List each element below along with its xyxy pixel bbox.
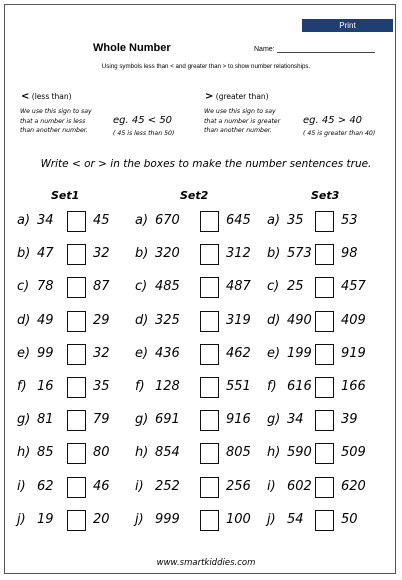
answer-box[interactable]	[200, 344, 219, 365]
question-row	[17, 211, 132, 233]
worksheet	[4, 4, 396, 574]
less-than-heading	[21, 91, 72, 102]
first-number: 49	[37, 312, 54, 328]
answer-box[interactable]	[200, 244, 219, 265]
first-number: 16	[37, 379, 54, 394]
answer-box[interactable]	[315, 510, 334, 531]
name-label: Name:	[254, 46, 275, 53]
question-row	[17, 244, 132, 266]
first-number: 616	[287, 379, 312, 394]
answer-box[interactable]	[200, 377, 219, 398]
second-number: 50	[341, 511, 358, 527]
question-row	[17, 277, 132, 299]
second-number: 551	[226, 379, 251, 394]
first-number: 854	[155, 445, 180, 461]
second-number: 409	[341, 312, 366, 328]
question-row	[17, 410, 132, 432]
first-number: 81	[37, 412, 54, 428]
second-number: 805	[226, 445, 251, 461]
question-label: h)	[267, 445, 281, 461]
instruction-text: Using symbols less than < and greater than > to show number relationships.	[101, 63, 311, 70]
question-label: d)	[17, 312, 31, 328]
first-number: 128	[155, 379, 180, 394]
answer-box[interactable]	[67, 344, 86, 365]
question-label: j)	[267, 511, 276, 527]
first-number: 78	[37, 279, 54, 295]
answer-box[interactable]	[315, 443, 334, 464]
first-number: 590	[287, 445, 312, 461]
second-number: 509	[341, 445, 366, 461]
question-label: j)	[17, 511, 26, 527]
first-number: 47	[37, 246, 54, 262]
question-row	[135, 211, 250, 233]
question-label: e)	[17, 345, 31, 361]
second-number: 53	[341, 213, 358, 228]
answer-box[interactable]	[67, 410, 86, 431]
question-label: d)	[267, 312, 281, 328]
less-than-label: (less than)	[31, 92, 72, 101]
first-number: 35	[287, 213, 304, 228]
footer-website: www.smartkiddies.com	[156, 558, 256, 568]
second-number: 645	[226, 213, 251, 228]
answer-box[interactable]	[200, 277, 219, 298]
second-number: 462	[226, 345, 251, 361]
first-number: 999	[155, 511, 180, 527]
question-row	[267, 477, 382, 499]
greater-than-symbol: >	[205, 91, 214, 102]
question-row	[135, 344, 250, 366]
question-label: b)	[135, 246, 149, 262]
question-row	[17, 344, 132, 366]
question-row	[135, 443, 250, 465]
first-number: 573	[287, 246, 312, 262]
question-label: f)	[17, 379, 27, 394]
second-number: 79	[93, 412, 110, 428]
set-title: Set1	[51, 189, 80, 202]
answer-box[interactable]	[315, 211, 334, 232]
first-number: 325	[155, 312, 180, 328]
second-number: 45	[93, 213, 110, 228]
second-number: 620	[341, 478, 366, 494]
question-row	[135, 510, 250, 532]
first-number: 34	[287, 412, 304, 428]
name-field[interactable]	[277, 52, 375, 53]
second-number: 87	[93, 279, 110, 295]
question-row	[267, 277, 382, 299]
question-label: a)	[135, 213, 149, 228]
answer-box[interactable]	[67, 477, 86, 498]
second-number: 166	[341, 379, 366, 394]
answer-box[interactable]	[67, 510, 86, 531]
first-number: 19	[37, 511, 54, 527]
question-label: c)	[17, 279, 30, 295]
question-row	[267, 244, 382, 266]
answer-box[interactable]	[200, 311, 219, 332]
set-title: Set2	[180, 189, 209, 202]
first-number: 602	[287, 478, 312, 494]
question-row	[17, 477, 132, 499]
first-number: 54	[287, 511, 304, 527]
less-than-note: ( 45 is less than 50)	[113, 130, 175, 137]
question-row	[267, 443, 382, 465]
question-label: f)	[267, 379, 277, 394]
answer-box[interactable]	[200, 211, 219, 232]
answer-box[interactable]	[315, 311, 334, 332]
question-row	[17, 443, 132, 465]
second-number: 256	[226, 478, 251, 494]
first-number: 490	[287, 312, 312, 328]
greater-than-explanation: We use this sign to say that a number is greater than another number.	[204, 108, 281, 134]
answer-box[interactable]	[315, 410, 334, 431]
second-number: 319	[226, 312, 251, 328]
second-number: 80	[93, 445, 110, 461]
question-row	[17, 311, 132, 333]
question-label: a)	[267, 213, 281, 228]
answer-box[interactable]	[200, 410, 219, 431]
question-label: b)	[267, 246, 281, 262]
second-number: 32	[93, 246, 110, 262]
print-button[interactable]: Print	[302, 19, 393, 32]
answer-box[interactable]	[67, 211, 86, 232]
question-row	[267, 344, 382, 366]
second-number: 29	[93, 312, 110, 328]
answer-box[interactable]	[315, 277, 334, 298]
first-number: 62	[37, 478, 54, 494]
answer-box[interactable]	[67, 244, 86, 265]
first-number: 85	[37, 445, 54, 461]
question-row	[135, 244, 250, 266]
answer-box[interactable]	[67, 277, 86, 298]
question-label: f)	[135, 379, 145, 394]
question-label: g)	[135, 412, 149, 428]
greater-than-label: (greater than)	[215, 92, 269, 101]
answer-box[interactable]	[67, 443, 86, 464]
answer-box[interactable]	[200, 477, 219, 498]
first-number: 34	[37, 213, 54, 228]
answer-box[interactable]	[315, 244, 334, 265]
question-label: i)	[17, 478, 26, 494]
second-number: 312	[226, 246, 251, 262]
question-row	[267, 311, 382, 333]
second-number: 457	[341, 279, 366, 295]
first-number: 485	[155, 279, 180, 295]
question-label: c)	[135, 279, 148, 295]
second-number: 46	[93, 478, 110, 494]
question-row	[267, 410, 382, 432]
less-than-symbol: <	[21, 91, 30, 102]
question-row	[267, 211, 382, 233]
second-number: 20	[93, 511, 110, 527]
question-label: i)	[267, 478, 276, 494]
second-number: 916	[226, 412, 251, 428]
second-number: 35	[93, 379, 110, 394]
answer-box[interactable]	[67, 377, 86, 398]
first-number: 320	[155, 246, 180, 262]
first-number: 99	[37, 345, 54, 361]
question-label: a)	[17, 213, 31, 228]
second-number: 39	[341, 412, 358, 428]
question-row	[267, 377, 382, 399]
first-number: 670	[155, 213, 180, 228]
second-number: 919	[341, 345, 366, 361]
answer-box[interactable]	[315, 344, 334, 365]
first-number: 25	[287, 279, 304, 295]
greater-than-example: eg. 45 > 40	[303, 115, 363, 126]
question-label: b)	[17, 246, 31, 262]
greater-than-note: ( 45 is greater than 40)	[303, 130, 376, 137]
first-number: 436	[155, 345, 180, 361]
answer-box[interactable]	[67, 311, 86, 332]
question-label: h)	[135, 445, 149, 461]
question-label: d)	[135, 312, 149, 328]
question-row	[135, 377, 250, 399]
first-number: 252	[155, 478, 180, 494]
second-number: 100	[226, 511, 251, 527]
second-number: 98	[341, 246, 358, 262]
second-number: 487	[226, 279, 251, 295]
question-label: c)	[267, 279, 280, 295]
question-label: e)	[135, 345, 149, 361]
write-instruction: Write < or > in the boxes to make the number sentences true.	[40, 158, 372, 170]
question-label: g)	[17, 412, 31, 428]
set-title: Set3	[311, 189, 340, 202]
answer-box[interactable]	[200, 510, 219, 531]
question-label: e)	[267, 345, 281, 361]
question-row	[135, 477, 250, 499]
question-row	[135, 277, 250, 299]
question-row	[135, 311, 250, 333]
question-row	[17, 377, 132, 399]
less-than-explanation: We use this sign to say that a number is less than another number.	[20, 108, 92, 134]
question-label: g)	[267, 412, 281, 428]
question-row	[135, 410, 250, 432]
greater-than-heading	[205, 91, 269, 102]
question-label: h)	[17, 445, 31, 461]
page-title: Whole Number	[93, 42, 171, 54]
answer-box[interactable]	[315, 477, 334, 498]
first-number: 199	[287, 345, 312, 361]
question-row	[267, 510, 382, 532]
question-row	[17, 510, 132, 532]
question-label: j)	[135, 511, 144, 527]
answer-box[interactable]	[315, 377, 334, 398]
answer-box[interactable]	[200, 443, 219, 464]
second-number: 32	[93, 345, 110, 361]
question-label: i)	[135, 478, 144, 494]
less-than-example: eg. 45 < 50	[113, 115, 173, 126]
first-number: 691	[155, 412, 180, 428]
